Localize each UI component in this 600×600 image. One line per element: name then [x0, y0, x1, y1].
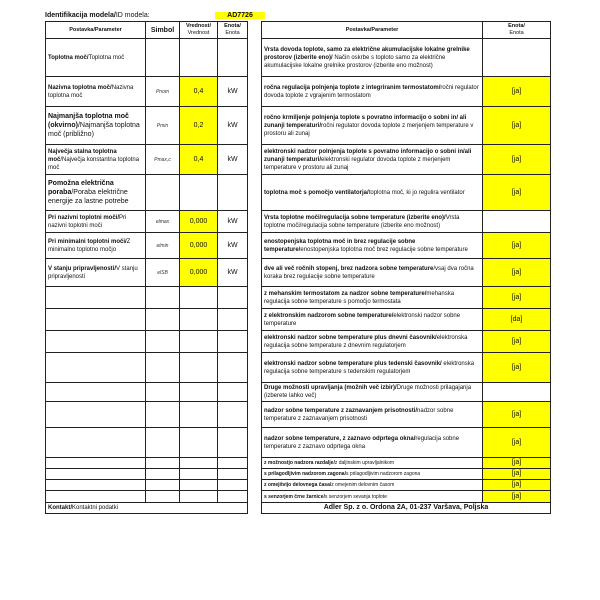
left-param-bold: Največja stalna toplotna moč — [48, 148, 117, 163]
right-param-cell — [262, 145, 483, 175]
left-param-cell — [46, 491, 146, 503]
unit-cell — [218, 480, 248, 491]
product-datasheet — [45, 10, 550, 514]
value-cell — [180, 383, 218, 402]
value-cell — [180, 287, 218, 309]
left-param-cell — [46, 145, 146, 175]
right-unit-cell: [ja] — [483, 107, 551, 145]
value-cell: 0,000 — [180, 259, 218, 287]
right-param-text: elektronska regulacija sobne temperature s tedenskim regulatorjem — [264, 360, 475, 375]
value-cell — [180, 402, 218, 428]
right-param-cell — [262, 259, 483, 287]
right-param-cell — [262, 491, 483, 503]
value-cell — [180, 175, 218, 211]
unit-cell — [218, 353, 248, 383]
right-param-text: elektronski regulator dovoda toplote z merjenjem temperature v prostoru ali zunaj — [264, 156, 451, 171]
model-identification — [45, 10, 550, 21]
right-param-bold: ročna regulacija polnjenja toplote z integriranim termostatom/ — [264, 84, 441, 91]
table-row — [46, 402, 551, 428]
table-row — [46, 107, 551, 145]
right-unit-cell: [da] — [483, 309, 551, 331]
header-param-right: Postavka/Parameter — [262, 22, 483, 39]
right-param-bold: dve ali več ročnih stopenj, brez nadzora sobne temperature — [264, 265, 434, 272]
right-param-bold: ročno krmiljenje polnjenja toplote s povratno informacijo o sobni in/ ali zunanji temperaturi/ — [264, 114, 467, 129]
header-unit-left: Enota/ Enota — [218, 22, 248, 39]
symbol-cell: Pmin — [146, 107, 180, 145]
symbol-cell — [146, 309, 180, 331]
left-param-cell — [46, 469, 146, 480]
contact-address: Adler Sp. z o. Ordona 2A, 01-237 Varšava, Poljska — [262, 503, 551, 514]
table-row — [46, 480, 551, 491]
symbol-cell: elSB — [146, 259, 180, 287]
left-param-bold: Pri minimalni toplotni moči/ — [48, 238, 127, 245]
right-param-bold: enostopenjska toplotna moč in brez regulacije sobne temperature/ — [264, 238, 416, 253]
right-param-bold: z omejitvijo delovnega časa/ — [264, 482, 332, 488]
right-unit-cell — [483, 39, 551, 77]
unit-cell — [218, 331, 248, 353]
datasheet-table — [45, 21, 551, 514]
left-param-cell — [46, 259, 146, 287]
unit-cell — [218, 491, 248, 503]
left-param-cell — [46, 309, 146, 331]
unit-cell: kW — [218, 233, 248, 259]
table-row — [46, 353, 551, 383]
table-row — [46, 331, 551, 353]
left-param-cell — [46, 175, 146, 211]
left-param-cell — [46, 39, 146, 77]
value-cell: 0,2 — [180, 107, 218, 145]
table-row — [46, 211, 551, 233]
left-param-cell — [46, 287, 146, 309]
unit-cell: kW — [218, 77, 248, 107]
table-row — [46, 259, 551, 287]
right-param-bold: elektronski nadzor polnjenja toplote s povratno informacijo o sobni in/ali zunanji temperaturi/ — [264, 148, 472, 163]
right-param-text: Način oskrbe s toploto samo za električne akumulacijske lokalne grelnike prostorov (izberite eno možnost) — [264, 54, 446, 69]
header-symbol: Simbol — [146, 22, 180, 39]
right-param-cell — [262, 480, 483, 491]
right-param-bold: z elektronskim nadzorom sobne temperature/ — [264, 312, 394, 319]
right-param-cell — [262, 175, 483, 211]
right-unit-cell: [ja] — [483, 491, 551, 503]
right-param-text: Vrsta toplotne moči/regulacija sobne temperature (izberite eno možnost) — [264, 214, 460, 229]
right-param-text: ročni regulator dovoda toplote z vgrajenim termostatom — [264, 84, 479, 99]
symbol-cell — [146, 331, 180, 353]
table-row — [46, 428, 551, 458]
left-param-cell — [46, 331, 146, 353]
right-param-bold: Vrsta dovoda toplote, samo za električne akumulacijske lokalne grelnike prostorov (izberite eno)/ — [264, 46, 470, 61]
model-id-value: AD7726 — [215, 12, 265, 19]
left-param-text: Pri nazivni toplotni moči — [48, 214, 127, 229]
unit-cell — [218, 175, 248, 211]
right-unit-cell — [483, 383, 551, 402]
left-param-cell — [46, 402, 146, 428]
symbol-cell — [146, 458, 180, 469]
value-cell — [180, 309, 218, 331]
left-param-cell — [46, 458, 146, 469]
right-param-text: nadzor sobne temperature z zaznavanjem prisotnosti — [264, 407, 454, 422]
table-row — [46, 383, 551, 402]
left-param-cell — [46, 383, 146, 402]
right-param-bold: Vrsta toplotne moči/regulacija sobne temperature (izberite eno)/ — [264, 214, 446, 221]
left-param-cell — [46, 107, 146, 145]
left-param-text: Z minimalno toplotno močjo — [48, 238, 131, 253]
symbol-cell — [146, 287, 180, 309]
left-param-text: /Največja konstantna toplotna moč — [48, 156, 140, 171]
value-cell — [180, 491, 218, 503]
value-cell — [180, 458, 218, 469]
symbol-cell: elmin — [146, 233, 180, 259]
right-param-text: elektronska regulacija sobne temperature z dnevnim regulatorjem — [264, 334, 468, 349]
right-unit-cell — [483, 211, 551, 233]
right-param-text: ročni regulator dovoda toplote z merjenjem temperature v prostoru ali zunaj — [264, 122, 474, 137]
right-param-text: z omejenim delovnim časom — [331, 482, 395, 488]
right-unit-cell: [ja] — [483, 480, 551, 491]
unit-cell: kW — [218, 145, 248, 175]
right-param-bold: s senzorjem črne žarnice/ — [264, 493, 325, 500]
left-param-text: Toplotna moč — [88, 54, 125, 61]
right-unit-cell: [ja] — [483, 402, 551, 428]
table-row — [46, 287, 551, 309]
left-param-bold: Toplotna moč/ — [48, 54, 89, 61]
left-param-cell — [46, 77, 146, 107]
left-param-bold: Pomožna električna poraba — [48, 180, 114, 196]
left-param-text: /Najmanjša toplotna moč (približno) — [48, 122, 140, 138]
table-row — [46, 145, 551, 175]
right-unit-cell: [ja] — [483, 469, 551, 480]
right-param-cell — [262, 353, 483, 383]
model-id-label: Identifikacija modela/ID modela: — [45, 12, 150, 19]
symbol-cell — [146, 353, 180, 383]
left-param-bold: Najmanjša toplotna moč (okvirno) — [48, 113, 129, 129]
right-param-bold: toplotna moč s pomočjo ventilatorja/ — [264, 189, 369, 196]
right-param-cell — [262, 77, 483, 107]
right-param-bold: s prilagodljivim nadzorom zagona/ — [264, 471, 346, 477]
right-param-text: /vsaj dva ročna koraka brez regulacije sobne temperature — [264, 265, 474, 280]
value-cell — [180, 39, 218, 77]
left-param-cell — [46, 353, 146, 383]
right-param-cell — [262, 107, 483, 145]
left-param-bold: Nazivna toplotna moč/ — [48, 84, 112, 91]
symbol-cell — [146, 480, 180, 491]
right-param-text: toplotna moč, ki jo regulira ventilator — [368, 189, 465, 196]
right-param-cell — [262, 469, 483, 480]
table-row — [46, 77, 551, 107]
symbol-cell — [146, 383, 180, 402]
unit-cell — [218, 383, 248, 402]
symbol-cell — [146, 175, 180, 211]
left-param-text: /Poraba električne energije za lastne potrebe — [48, 189, 129, 205]
right-param-cell — [262, 458, 483, 469]
value-cell: 0,000 — [180, 233, 218, 259]
right-param-cell — [262, 402, 483, 428]
contact-label: Kontakt/Kontaktni podatki — [46, 503, 248, 514]
header-param-left: Postavka/Parameter — [46, 22, 146, 39]
right-param-cell — [262, 211, 483, 233]
header-unit-right: Enota/ Enota — [483, 22, 551, 39]
unit-cell: kW — [218, 107, 248, 145]
unit-cell — [218, 39, 248, 77]
right-param-cell — [262, 428, 483, 458]
table-row — [46, 491, 551, 503]
table-row — [46, 39, 551, 77]
table-row — [46, 458, 551, 469]
symbol-cell — [146, 469, 180, 480]
right-param-bold: Druge možnosti upravljanja (možnih več izbir)/ — [264, 385, 397, 391]
symbol-cell: elmax — [146, 211, 180, 233]
value-cell: 0,4 — [180, 145, 218, 175]
right-unit-cell: [ja] — [483, 428, 551, 458]
right-unit-cell: [ja] — [483, 287, 551, 309]
value-cell — [180, 469, 218, 480]
symbol-cell — [146, 428, 180, 458]
right-param-bold: nadzor sobne temperature, z zaznavo odprtega okna/ — [264, 435, 416, 442]
unit-cell — [218, 287, 248, 309]
right-param-text: elektronski nadzor sobne temperature — [264, 312, 461, 327]
right-unit-cell: [ja] — [483, 353, 551, 383]
right-param-text: Druge možnosti prilagajanja (izberete lahko več) — [264, 385, 472, 399]
symbol-cell: Pmax,c — [146, 145, 180, 175]
right-param-cell — [262, 383, 483, 402]
contact-row — [46, 503, 551, 514]
left-param-bold: V stanju pripravljenosti/ — [48, 265, 117, 272]
right-param-text: enostopenjska toplotna moč brez regulacije sobne temperature — [300, 246, 468, 253]
right-param-cell — [262, 39, 483, 77]
right-unit-cell: [ja] — [483, 77, 551, 107]
unit-cell: kW — [218, 211, 248, 233]
right-unit-cell: [ja] — [483, 331, 551, 353]
value-cell — [180, 480, 218, 491]
right-param-bold: z mehanskim termostatom za nadzor sobne temperature/ — [264, 290, 427, 297]
right-unit-cell: [ja] — [483, 233, 551, 259]
right-unit-cell: [ja] — [483, 259, 551, 287]
right-unit-cell: [ja] — [483, 175, 551, 211]
left-param-cell — [46, 211, 146, 233]
right-param-text: s prilagodljivim nadzorom zagona — [345, 471, 421, 477]
right-param-text: regulacija sobne temperature z zaznavo odprtega okna — [264, 435, 460, 450]
unit-cell — [218, 428, 248, 458]
right-param-text: mehanska regulacija sobne temperature s pomočjo termostata — [264, 290, 455, 305]
right-param-bold: z možnostjo nadzora razdalje/ — [264, 460, 335, 466]
right-param-cell — [262, 287, 483, 309]
header-value: Vrednost/ Vrednost — [180, 22, 218, 39]
value-cell: 0,000 — [180, 211, 218, 233]
symbol-cell — [146, 402, 180, 428]
left-param-cell — [46, 233, 146, 259]
symbol-cell — [146, 491, 180, 503]
unit-cell — [218, 469, 248, 480]
left-param-cell — [46, 428, 146, 458]
value-cell — [180, 331, 218, 353]
symbol-cell: Pnom — [146, 77, 180, 107]
right-param-cell — [262, 233, 483, 259]
table-row — [46, 175, 551, 211]
unit-cell — [218, 458, 248, 469]
unit-cell — [218, 309, 248, 331]
right-param-cell — [262, 309, 483, 331]
table-header — [46, 22, 551, 39]
right-param-bold: elektronski nadzor sobne temperature plus tedenski časovnik/ — [264, 360, 442, 367]
table-row — [46, 309, 551, 331]
right-unit-cell: [ja] — [483, 458, 551, 469]
right-param-cell — [262, 331, 483, 353]
right-param-bold: nadzor sobne temperature z zaznavanjem prisotnosti/ — [264, 407, 418, 414]
left-param-bold: Pri nazivni toplotni moči/ — [48, 214, 120, 221]
right-param-bold: elektronski nadzor sobne temperature plus dnevni časovnik/ — [264, 334, 437, 341]
right-param-text: s senzorjem sevanja toplote — [324, 493, 387, 500]
symbol-cell — [146, 39, 180, 77]
unit-cell — [218, 402, 248, 428]
right-unit-cell: [ja] — [483, 145, 551, 175]
value-cell — [180, 353, 218, 383]
table-row — [46, 233, 551, 259]
left-param-cell — [46, 480, 146, 491]
table-row — [46, 469, 551, 480]
unit-cell: kW — [218, 259, 248, 287]
left-param-text: Nazivna toplotna moč — [48, 84, 134, 99]
value-cell: 0,4 — [180, 77, 218, 107]
value-cell — [180, 428, 218, 458]
left-param-text: V stanju pripravljenosti — [48, 265, 138, 280]
right-param-text: z daljinskim upravljalnikom — [334, 460, 395, 466]
